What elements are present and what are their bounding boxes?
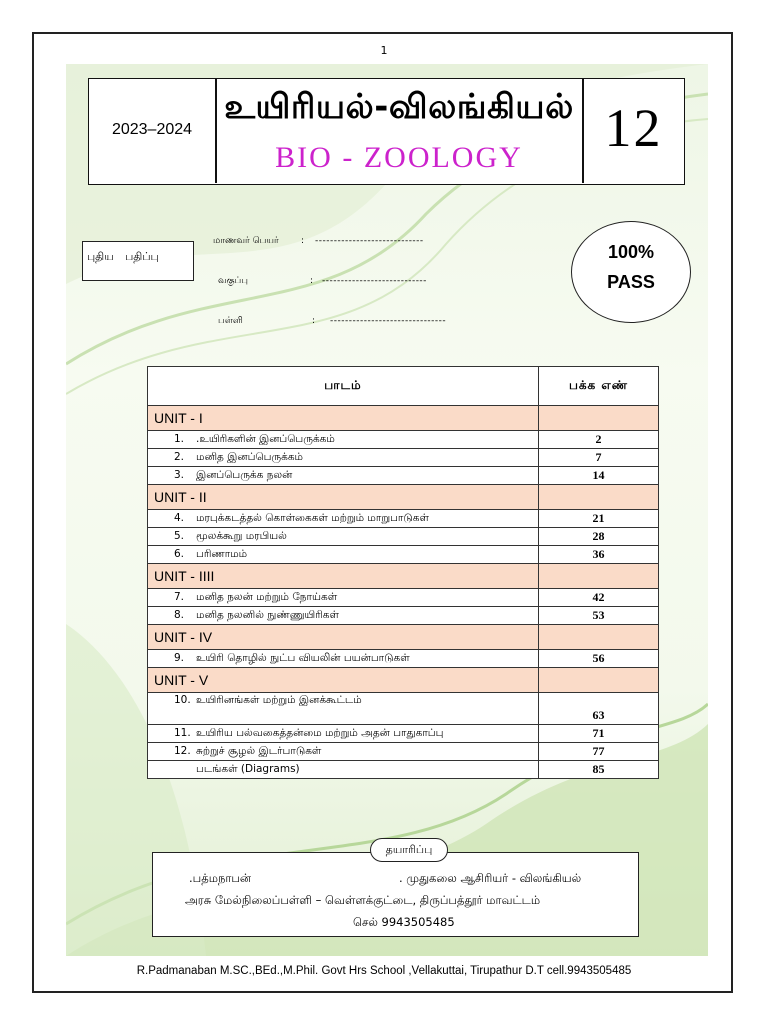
title-header [88,78,685,185]
unit-row [148,564,659,589]
pass-percent: 100% [607,242,655,262]
unit-label: UNIT - V [148,668,539,693]
lesson-title: உயிரிய பல்வகைத்தன்மை மற்றும் அதன் பாதுகாப்பு [196,727,444,739]
lesson-number: 11. [174,727,191,739]
edition-box [82,241,194,281]
page-cell: 2 [539,431,659,449]
header-page: பக்க எண் [539,367,659,406]
unit-label: UNIT - II [148,485,539,510]
page-cell: 63 [539,693,659,725]
unit-label: UNIT - IV [148,625,539,650]
table-row[interactable] [148,693,659,725]
grade-number: 12 [604,98,663,158]
lesson-number: 7. [174,591,185,603]
page-cell: 85 [539,761,659,779]
author-designation: . முதுகலை ஆசிரியர் - விலங்கியல் [399,871,582,885]
author-phone: செல் 9943505485 [353,915,455,929]
page-cell: 42 [539,589,659,607]
page-cell: 36 [539,546,659,564]
field-label: வகுப்பு [218,276,248,286]
lesson-number: 10. [174,694,191,706]
unit-label: UNIT - I [148,406,539,431]
field-label: மாணவர் பெயர் [213,236,279,246]
unit-label: UNIT - IIII [148,564,539,589]
edition-label: புதிய பதிப்பு [87,250,159,263]
page-cell: 56 [539,650,659,668]
table-row[interactable] [148,725,659,743]
lesson-title: மரபுக்கடத்தல் கொள்கைகள் மற்றும் மாறுபாடுகள் [196,512,429,524]
pass-badge [571,221,691,323]
lesson-title: பரிணாமம் [196,548,248,560]
lesson-title: உயிரினங்கள் மற்றும் இனக்கூட்டம் [196,694,362,706]
unit-row [148,668,659,693]
table-row[interactable] [148,546,659,564]
lesson-number: 6. [174,548,185,560]
lesson-title: மூலக்கூறு மரபியல் [196,530,287,542]
academic-year: 2023–2024 [111,121,193,138]
table-row[interactable] [148,467,659,485]
pass-word: PASS [607,272,655,292]
field-line[interactable]: ----------------------------- [315,236,424,246]
page-cell: 21 [539,510,659,528]
contents-table [147,366,659,779]
lesson-title: சுற்றுச் சூழல் இடர்பாடுகள் [196,745,322,757]
table-row[interactable] [148,761,659,779]
unit-row [148,485,659,510]
table-row[interactable] [148,607,659,625]
table-row[interactable] [148,449,659,467]
table-row[interactable] [148,431,659,449]
page-cell: 71 [539,725,659,743]
page-cell: 7 [539,449,659,467]
lesson-number: 12. [174,745,191,757]
table-row[interactable] [148,510,659,528]
author-name: .பத்மநாபன் [189,871,252,885]
table-row[interactable] [148,743,659,761]
unit-row [148,406,659,431]
lesson-number: 5. [174,530,185,542]
table-header-row [148,367,659,406]
unit-row [148,625,659,650]
lesson-number: 3. [174,469,185,481]
field-line[interactable]: ---------------------------- [322,276,427,286]
lesson-number: 8. [174,609,185,621]
prepared-by-tag: தயாரிப்பு [370,838,448,862]
lesson-title: இனப்பெருக்க நலன் [196,469,293,481]
table-row[interactable] [148,589,659,607]
table-row[interactable] [148,528,659,546]
page-number: 1 [380,44,388,57]
subject-title-english: BIO - ZOOLOGY [275,141,523,174]
lesson-title: மனித நலன் மற்றும் நோய்கள் [196,591,338,603]
page-cell: 14 [539,467,659,485]
field-separator: : [310,276,314,286]
field-label: பள்ளி [218,316,243,326]
header-topic: பாடம் [148,367,539,406]
lesson-number: 4. [174,512,185,524]
page-cell: 53 [539,607,659,625]
page-cell: 77 [539,743,659,761]
lesson-title: படங்கள் (Diagrams) [196,763,300,775]
lesson-title: மனித இனப்பெருக்கம் [196,451,303,463]
lesson-title: .உயிரிகளின் இனப்பெருக்கம் [196,433,335,445]
field-line[interactable]: ------------------------------- [330,316,447,326]
lesson-title: உயிரி தொழில் நுட்ப வியலின் பயன்பாடுகள் [196,652,410,664]
lesson-number: 2. [174,451,185,463]
field-separator: : [301,236,305,246]
page-cell: 28 [539,528,659,546]
lesson-number: 1. [174,433,185,445]
author-school: அரசு மேல்நிலைப்பள்ளி – வெள்ளக்குட்டை, திருப்பத்தூர் மாவட்டம் [185,893,541,907]
footer-credit: R.Padmanaban M.SC.,BEd.,M.Phil. Govt Hrs School ,Vellakuttai, Tirupathur D.T cell.9943505485 [136,965,632,977]
field-separator: : [312,316,316,326]
subject-title-tamil: உயிரியல்-விலங்கியல் [224,87,574,127]
table-row[interactable] [148,650,659,668]
lesson-number: 9. [174,652,185,664]
prepared-by-box [152,852,639,937]
lesson-title: மனித நலனில் நுண்ணுயிரிகள் [196,609,339,621]
